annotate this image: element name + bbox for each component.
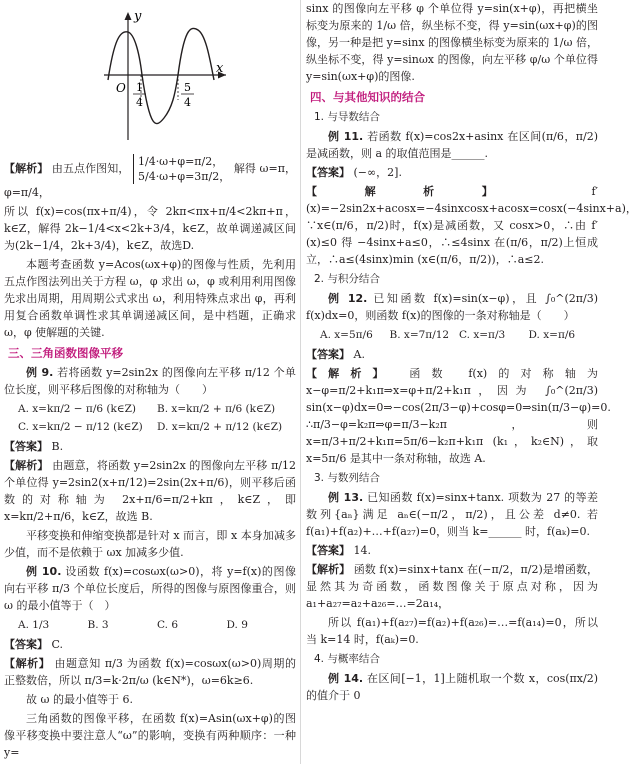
cosine-curve [108, 28, 214, 123]
example-12-label: 例 12. [328, 292, 368, 305]
answer-tag: 【答案】 [4, 440, 48, 453]
example-13-analysis [306, 561, 598, 612]
option-c: C. x=kπ/2 − π/12 (k∈Z) [18, 421, 143, 433]
example-11-answer [306, 164, 598, 181]
example-12-answer [306, 346, 598, 363]
analysis-tag: 【解析】 [306, 367, 395, 380]
analysis-1 [4, 154, 296, 201]
x-axis-label: x [216, 61, 224, 76]
tick-2-label-num: 5 [184, 81, 191, 94]
example-9-comment: 平移变换和伸缩变换都是针对 x 而言，即 x 本身加减多少值，而不是依赖于 ωx 加减多少值. [4, 529, 296, 559]
option-a: A. x=5π/6 [320, 329, 373, 341]
analysis-tag: 【解析】 [306, 185, 541, 198]
option-b: B. x=7π/12 [389, 329, 450, 341]
section-4-title: 四、与其他知识的结合 [310, 90, 425, 104]
example-12 [306, 290, 598, 324]
example-13-answer-value: 14. [353, 544, 371, 557]
right-column [306, 0, 637, 764]
left-column [4, 0, 296, 764]
analysis-tag: 【解析】 [4, 162, 49, 175]
option-a: A. 1/3 [18, 619, 50, 631]
analysis-1-lead: 由五点作图知， [51, 162, 130, 175]
example-10-text: 设函数 f(x)=cosωx(ω>0)，将 y=f(x)的图像向右平移 π/3 个单位长度后，所得的图像与原图像重合，则 ω 的最小值等于（ ） [4, 565, 296, 612]
option-b: B. 3 [87, 619, 109, 631]
example-9-text: 若将函数 y=2sin2x 的图像向左平移 π/12 个单位长度，则平移后图像的对称轴为（ ） [4, 366, 296, 396]
y-axis-label: y [134, 9, 142, 24]
subsection-1-title: 1. 与导数结合 [314, 111, 380, 123]
option-c: C. x=π/3 [459, 329, 506, 341]
tick-1-label-num: 1 [136, 81, 143, 94]
option-b: B. x=kπ/2 + π/6 (k∈Z) [157, 403, 276, 415]
example-11-text: 若函数 f(x)=cos2x+asinx 在区间(π/6，π/2)是减函数，则 a 的取值范围是______. [306, 130, 599, 160]
example-10-label: 例 10. [26, 565, 62, 578]
continued-text: sinx 的图像向左平移 φ 个单位得 y=sin(x+φ)，再把横坐标变为原来的 1/ω 倍，纵坐标不变，得 y=sin(ωx+φ)的图像，另一种是把 y=sinx 的图像横坐标变为原来的 1/ω 倍，纵坐标不变，得 y=sinωx 的图像，向左平移 φ/ω 个单位得 y=sin(ωx+φ)的图像. [306, 2, 598, 83]
example-9-analysis-text: 由题意，将函数 y=2sin2x 的图像向左平移 π/12 个单位得 y=2sin2(x+π/12)=2sin(2x+π/6)，则平移后函数的对称轴为 2x+π/6=π/2+kπ，k∈Z，即 x=kπ/2+π/6，k∈Z，故选 B. [4, 459, 297, 523]
tick-1-label-den: 4 [136, 96, 143, 109]
example-9-options [18, 400, 296, 436]
example-12-answer-value: A. [353, 348, 365, 361]
example-12-text: 已知函数 f(x)=sin(x−φ)，且 ∫₀^(2π/3) f(x)dx=0，则函数 f(x)的图像的一条对称轴是（ ） [306, 292, 598, 322]
answer-tag: 【答案】 [306, 348, 350, 361]
analysis-tag: 【解析】 [4, 657, 51, 670]
y-axis-arrow-icon [125, 12, 132, 20]
section-3-title: 三、三角函数图像平移 [8, 346, 123, 360]
example-9-answer [4, 438, 296, 455]
example-9 [4, 364, 296, 398]
option-d: D. x=kπ/2 + π/12 (k∈Z) [157, 421, 283, 433]
analysis-tag: 【解析】 [306, 563, 351, 576]
example-14 [306, 670, 598, 704]
cosine-graph-figure [4, 0, 296, 150]
example-13-conclusion: 所以 f(a₁)+f(a₂₇)=f(a₂)+f(a₂₆)=…=f(a₁₄)=0，所以当 k=14 时，f(aₖ)=0. [306, 616, 598, 646]
option-d: D. 9 [226, 619, 248, 631]
answer-tag: 【答案】 [4, 638, 48, 651]
example-9-analysis [4, 457, 296, 525]
system-solve: 解得 ω=π，φ=π/4， [4, 162, 297, 199]
example-10-analysis-text: 由题意知 π/3 为函数 f(x)=cosωx(ω>0)周期的正整数倍，所以 π/3=k·2π/ω (k∈N*)，ω=6k≥6. [4, 657, 297, 687]
example-10 [4, 563, 296, 614]
equation-system [133, 154, 230, 184]
example-11-label: 例 11. [328, 130, 364, 143]
example-10-analysis [4, 655, 296, 689]
example-12-analysis [306, 365, 611, 467]
example-14-label: 例 14. [328, 672, 364, 685]
origin-label: O [116, 81, 126, 95]
column-divider [300, 0, 301, 764]
cosine-graph [4, 0, 296, 150]
example-10-comment: 三角函数的图像平移，在函数 f(x)=Asin(ωx+φ)的图像平移变换中要注意人“ω”的影响，变换有两种顺序：一种 y= [4, 712, 296, 759]
example-13 [306, 489, 598, 540]
example-12-options [320, 326, 598, 344]
example-10-answer [4, 636, 296, 653]
subsection-4-title: 4. 与概率结合 [314, 653, 380, 665]
option-a: A. x=kπ/2 − π/6 (k∈Z) [18, 403, 137, 415]
example-11-analysis-text: f′(x)=−2sin2x+acosx=−4sinxcosx+acosx=cosx(−4sinx+a)，∵x∈(π/6，π/2)时，f(x)是减函数，又 cosx>0，∴由 f′(x)≤0 得 −4sinx+a≤0，∴≤4sinx 在(π/6，π/2)上恒成立，∴a≤(4sinx)min (x∈(π/6，π/2))，∴a≤2. [306, 185, 637, 266]
example-11 [306, 128, 598, 162]
example-10-conclusion: 故 ω 的最小值等于 6. [26, 693, 133, 706]
subsection-3-title: 3. 与数列结合 [314, 472, 380, 484]
system-line-2: 5/4·ω+φ=3π/2， [137, 170, 231, 183]
tick-2-label-den: 4 [184, 96, 191, 109]
system-line-1: 1/4·ω+φ=π/2， [137, 155, 224, 168]
example-12-analysis-text: 函数 f(x)的对称轴为 x−φ=π/2+k₁π⇒x=φ+π/2+k₁π，因为 ∫₀^(2π/3) sin(x−φ)dx=0⇒−cos(2π/3−φ)+cosφ=0⇒sin(π/3−φ)=0. ∴π/3−φ=k₂π⇒φ=π/3−k₂π，则 x=π/3+π/2+k₁π=5π/6−k₂π+k₁π (k₁，k₂∈N)，取 x=5π/6 是其中一条对称轴，故选 A. [306, 367, 611, 465]
analysis-1-continued: 所以 f(x)=cos(πx+π/4)，令 2kπ<πx+π/4<2kπ+π，k∈Z，解得 2k−1/4<x<2k+3/4，k∈Z，故单调递减区间为(2k−1/4，2k+3/4)，k∈Z，故选D. [4, 205, 296, 252]
example-13-text: 已知函数 f(x)=sinx+tanx. 项数为 27 的等差数列{aₙ}满足 aₙ∈(−π/2，π/2)，且公差 d≠0. 若 f(a₁)+f(a₂)+…+f(a₂₇)=0，则当 k=______ 时，f(aₖ)=0. [306, 491, 598, 538]
example-11-answer-value: (−∞，2]. [353, 166, 402, 179]
comment-1: 本题考查函数 y=Acos(ωx+φ)的图像与性质，先利用五点作图法列出关于方程 ω，φ 求出 ω，φ 或利用利用图像先求出周期，用周期公式求出 ω，利用特殊点求出 φ，再利用复合函数单调性求其单调递减区间，是中档题，正确求 ω，φ 使解题的关键. [4, 258, 296, 339]
example-9-label: 例 9. [26, 366, 54, 379]
example-10-answer-value: C. [51, 638, 64, 651]
example-13-analysis-text: 函数 f(x)=sinx+tanx 在(−π/2，π/2)是增函数，显然其为奇函数，函数图像关于原点对称，因为 a₁+a₂₇=a₂+a₂₆=…=2a₁₄， [306, 563, 599, 610]
answer-tag: 【答案】 [306, 544, 350, 557]
example-9-answer-value: B. [51, 440, 64, 453]
example-13-label: 例 13. [328, 491, 364, 504]
example-14-text: 在区间[−1，1]上随机取一个数 x，cos(πx/2) 的值介于 0 [306, 672, 598, 702]
example-13-answer [306, 542, 598, 559]
option-c: C. 6 [157, 619, 179, 631]
example-10-options [18, 616, 296, 634]
subsection-2-title: 2. 与积分结合 [314, 273, 380, 285]
answer-tag: 【答案】 [306, 166, 350, 179]
analysis-tag: 【解析】 [4, 459, 49, 472]
example-11-analysis [306, 183, 637, 268]
option-d: D. x=π/6 [528, 329, 576, 341]
